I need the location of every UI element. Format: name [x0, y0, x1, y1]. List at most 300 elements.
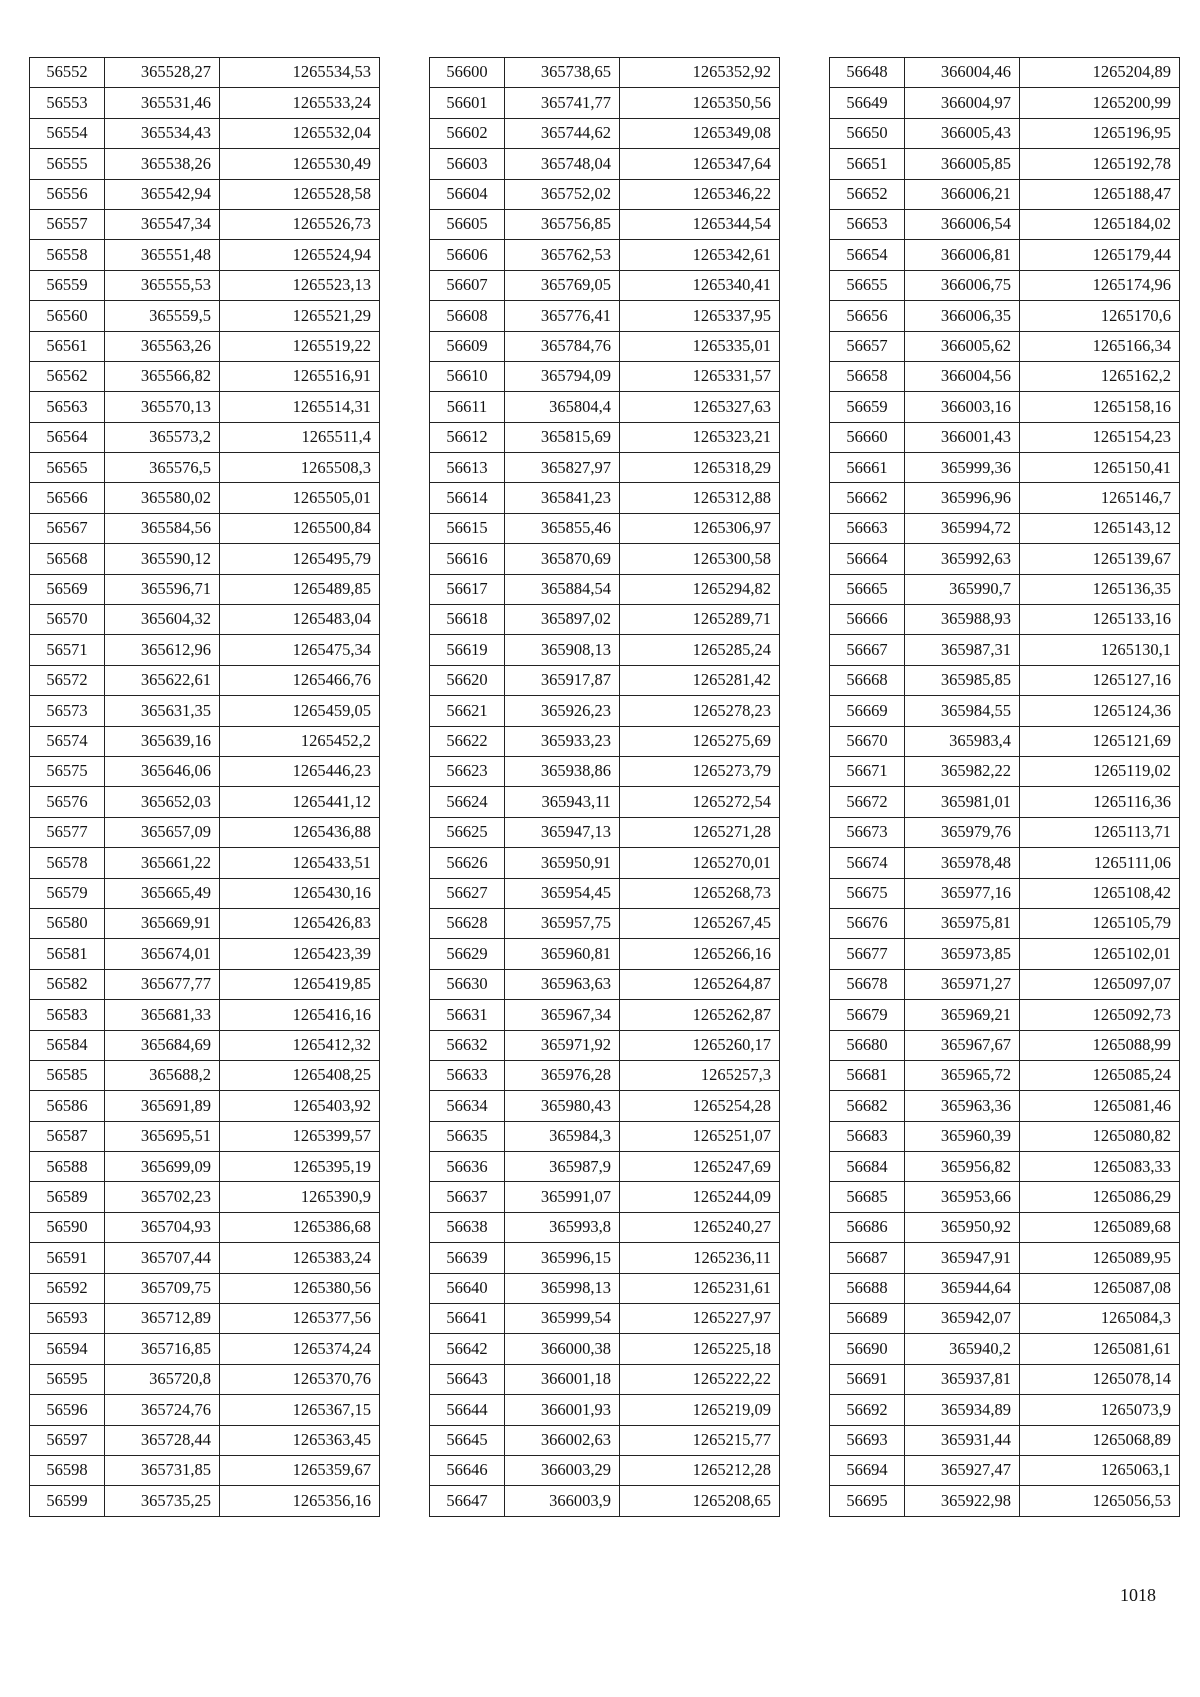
y-coordinate-cell: 1265331,57 — [620, 361, 780, 391]
x-coordinate-cell: 365994,72 — [905, 513, 1020, 543]
point-id-cell: 56595 — [30, 1364, 105, 1394]
table-row — [30, 817, 380, 847]
point-id-cell: 56568 — [30, 544, 105, 574]
point-id-cell: 56692 — [830, 1395, 905, 1425]
x-coordinate-cell: 365631,35 — [105, 696, 220, 726]
point-id-cell: 56617 — [430, 574, 505, 604]
table-row — [830, 1243, 1180, 1273]
x-coordinate-cell: 365724,76 — [105, 1395, 220, 1425]
x-coordinate-cell: 365738,65 — [505, 58, 620, 88]
table-row — [830, 756, 1180, 786]
x-coordinate-cell: 366006,81 — [905, 240, 1020, 270]
x-coordinate-cell: 365612,96 — [105, 635, 220, 665]
x-coordinate-cell: 365604,32 — [105, 605, 220, 635]
table-row — [430, 58, 780, 88]
table-row — [30, 1182, 380, 1212]
y-coordinate-cell: 1265530,49 — [220, 149, 380, 179]
x-coordinate-cell: 365728,44 — [105, 1425, 220, 1455]
x-coordinate-cell: 365944,64 — [905, 1273, 1020, 1303]
x-coordinate-cell: 365563,26 — [105, 331, 220, 361]
point-id-cell: 56628 — [430, 908, 505, 938]
x-coordinate-cell: 365570,13 — [105, 392, 220, 422]
point-id-cell: 56613 — [430, 453, 505, 483]
table-row — [830, 179, 1180, 209]
point-id-cell: 56621 — [430, 696, 505, 726]
y-coordinate-cell: 1265073,9 — [1020, 1395, 1180, 1425]
y-coordinate-cell: 1265271,28 — [620, 817, 780, 847]
point-id-cell: 56690 — [830, 1334, 905, 1364]
x-coordinate-cell: 365551,48 — [105, 240, 220, 270]
point-id-cell: 56604 — [430, 179, 505, 209]
x-coordinate-cell: 365784,76 — [505, 331, 620, 361]
x-coordinate-cell: 365827,97 — [505, 453, 620, 483]
y-coordinate-cell: 1265086,29 — [1020, 1182, 1180, 1212]
x-coordinate-cell: 365576,5 — [105, 453, 220, 483]
point-id-cell: 56672 — [830, 787, 905, 817]
point-id-cell: 56678 — [830, 969, 905, 999]
y-coordinate-cell: 1265281,42 — [620, 665, 780, 695]
y-coordinate-cell: 1265146,7 — [1020, 483, 1180, 513]
table-row — [830, 1425, 1180, 1455]
y-coordinate-cell: 1265300,58 — [620, 544, 780, 574]
point-id-cell: 56620 — [430, 665, 505, 695]
table-row — [30, 1212, 380, 1242]
point-id-cell: 56645 — [430, 1425, 505, 1455]
y-coordinate-cell: 1265466,76 — [220, 665, 380, 695]
x-coordinate-cell: 365584,56 — [105, 513, 220, 543]
y-coordinate-cell: 1265352,92 — [620, 58, 780, 88]
y-coordinate-cell: 1265294,82 — [620, 574, 780, 604]
point-id-cell: 56562 — [30, 361, 105, 391]
point-id-cell: 56644 — [430, 1395, 505, 1425]
point-id-cell: 56614 — [430, 483, 505, 513]
y-coordinate-cell: 1265433,51 — [220, 848, 380, 878]
x-coordinate-cell: 365990,7 — [905, 574, 1020, 604]
x-coordinate-cell: 365999,36 — [905, 453, 1020, 483]
point-id-cell: 56566 — [30, 483, 105, 513]
y-coordinate-cell: 1265359,67 — [220, 1455, 380, 1485]
x-coordinate-cell: 366005,43 — [905, 118, 1020, 148]
point-id-cell: 56610 — [430, 361, 505, 391]
x-coordinate-cell: 366006,75 — [905, 270, 1020, 300]
y-coordinate-cell: 1265519,22 — [220, 331, 380, 361]
table-row — [830, 1030, 1180, 1060]
y-coordinate-cell: 1265383,24 — [220, 1243, 380, 1273]
table-row — [830, 1455, 1180, 1485]
x-coordinate-cell: 365965,72 — [905, 1060, 1020, 1090]
y-coordinate-cell: 1265386,68 — [220, 1212, 380, 1242]
table-row — [30, 756, 380, 786]
table-row — [830, 544, 1180, 574]
y-coordinate-cell: 1265170,6 — [1020, 301, 1180, 331]
point-id-cell: 56652 — [830, 179, 905, 209]
y-coordinate-cell: 1265380,56 — [220, 1273, 380, 1303]
point-id-cell: 56686 — [830, 1212, 905, 1242]
x-coordinate-cell: 365897,02 — [505, 605, 620, 635]
y-coordinate-cell: 1265262,87 — [620, 1000, 780, 1030]
x-coordinate-cell: 365596,71 — [105, 574, 220, 604]
table-row — [430, 422, 780, 452]
x-coordinate-cell: 365982,22 — [905, 756, 1020, 786]
x-coordinate-cell: 365996,15 — [505, 1243, 620, 1273]
point-id-cell: 56646 — [430, 1455, 505, 1485]
point-id-cell: 56649 — [830, 88, 905, 118]
x-coordinate-cell: 365744,62 — [505, 118, 620, 148]
point-id-cell: 56677 — [830, 939, 905, 969]
table-row — [830, 422, 1180, 452]
point-id-cell: 56609 — [430, 331, 505, 361]
table-row — [30, 483, 380, 513]
y-coordinate-cell: 1265260,17 — [620, 1030, 780, 1060]
table-row — [430, 453, 780, 483]
y-coordinate-cell: 1265240,27 — [620, 1212, 780, 1242]
table-row — [830, 787, 1180, 817]
x-coordinate-cell: 366005,85 — [905, 149, 1020, 179]
table-row — [830, 1060, 1180, 1090]
point-id-cell: 56556 — [30, 179, 105, 209]
y-coordinate-cell: 1265459,05 — [220, 696, 380, 726]
point-id-cell: 56655 — [830, 270, 905, 300]
y-coordinate-cell: 1265403,92 — [220, 1091, 380, 1121]
x-coordinate-cell: 366006,21 — [905, 179, 1020, 209]
x-coordinate-cell: 365987,9 — [505, 1152, 620, 1182]
point-id-cell: 56643 — [430, 1364, 505, 1394]
x-coordinate-cell: 365709,75 — [105, 1273, 220, 1303]
point-id-cell: 56572 — [30, 665, 105, 695]
table-row — [830, 696, 1180, 726]
table-row — [30, 848, 380, 878]
y-coordinate-cell: 1265327,63 — [620, 392, 780, 422]
point-id-cell: 56630 — [430, 969, 505, 999]
y-coordinate-cell: 1265270,01 — [620, 848, 780, 878]
y-coordinate-cell: 1265408,25 — [220, 1060, 380, 1090]
point-id-cell: 56683 — [830, 1121, 905, 1151]
point-id-cell: 56659 — [830, 392, 905, 422]
point-id-cell: 56641 — [430, 1304, 505, 1334]
table-row — [830, 635, 1180, 665]
point-id-cell: 56569 — [30, 574, 105, 604]
table-row — [430, 179, 780, 209]
y-coordinate-cell: 1265225,18 — [620, 1334, 780, 1364]
table-row — [430, 696, 780, 726]
point-id-cell: 56590 — [30, 1212, 105, 1242]
x-coordinate-cell: 365984,55 — [905, 696, 1020, 726]
x-coordinate-cell: 365528,27 — [105, 58, 220, 88]
point-id-cell: 56619 — [430, 635, 505, 665]
y-coordinate-cell: 1265278,23 — [620, 696, 780, 726]
table-row — [30, 939, 380, 969]
x-coordinate-cell: 365652,03 — [105, 787, 220, 817]
point-id-cell: 56578 — [30, 848, 105, 878]
y-coordinate-cell: 1265523,13 — [220, 270, 380, 300]
table-row — [30, 908, 380, 938]
point-id-cell: 56602 — [430, 118, 505, 148]
point-id-cell: 56650 — [830, 118, 905, 148]
y-coordinate-cell: 1265188,47 — [1020, 179, 1180, 209]
point-id-cell: 56662 — [830, 483, 905, 513]
x-coordinate-cell: 365937,81 — [905, 1364, 1020, 1394]
x-coordinate-cell: 365665,49 — [105, 878, 220, 908]
x-coordinate-cell: 365973,85 — [905, 939, 1020, 969]
y-coordinate-cell: 1265111,06 — [1020, 848, 1180, 878]
x-coordinate-cell: 365559,5 — [105, 301, 220, 331]
point-id-cell: 56626 — [430, 848, 505, 878]
table-row — [830, 817, 1180, 847]
y-coordinate-cell: 1265208,65 — [620, 1486, 780, 1516]
point-id-cell: 56637 — [430, 1182, 505, 1212]
x-coordinate-cell: 365983,4 — [905, 726, 1020, 756]
point-id-cell: 56558 — [30, 240, 105, 270]
x-coordinate-cell: 365704,93 — [105, 1212, 220, 1242]
table-row — [30, 513, 380, 543]
point-id-cell: 56675 — [830, 878, 905, 908]
table-row — [30, 605, 380, 635]
x-coordinate-cell: 365938,86 — [505, 756, 620, 786]
y-coordinate-cell: 1265080,82 — [1020, 1121, 1180, 1151]
x-coordinate-cell: 366001,43 — [905, 422, 1020, 452]
table-row — [30, 179, 380, 209]
x-coordinate-cell: 365963,36 — [905, 1091, 1020, 1121]
table-row — [430, 1152, 780, 1182]
point-id-cell: 56674 — [830, 848, 905, 878]
y-coordinate-cell: 1265273,79 — [620, 756, 780, 786]
x-coordinate-cell: 365943,11 — [505, 787, 620, 817]
y-coordinate-cell: 1265121,69 — [1020, 726, 1180, 756]
table-row — [830, 574, 1180, 604]
x-coordinate-cell: 365977,16 — [905, 878, 1020, 908]
point-id-cell: 56565 — [30, 453, 105, 483]
x-coordinate-cell: 365661,22 — [105, 848, 220, 878]
point-id-cell: 56648 — [830, 58, 905, 88]
y-coordinate-cell: 1265244,09 — [620, 1182, 780, 1212]
point-id-cell: 56579 — [30, 878, 105, 908]
y-coordinate-cell: 1265430,16 — [220, 878, 380, 908]
x-coordinate-cell: 366003,29 — [505, 1455, 620, 1485]
point-id-cell: 56605 — [430, 209, 505, 239]
table-row — [430, 756, 780, 786]
y-coordinate-cell: 1265089,95 — [1020, 1243, 1180, 1273]
table-row — [430, 1060, 780, 1090]
y-coordinate-cell: 1265272,54 — [620, 787, 780, 817]
y-coordinate-cell: 1265500,84 — [220, 513, 380, 543]
point-id-cell: 56582 — [30, 969, 105, 999]
x-coordinate-cell: 365987,31 — [905, 635, 1020, 665]
y-coordinate-cell: 1265116,36 — [1020, 787, 1180, 817]
y-coordinate-cell: 1265204,89 — [1020, 58, 1180, 88]
table-row — [430, 1000, 780, 1030]
point-id-cell: 56622 — [430, 726, 505, 756]
x-coordinate-cell: 365815,69 — [505, 422, 620, 452]
x-coordinate-cell: 365884,54 — [505, 574, 620, 604]
table-row — [430, 726, 780, 756]
table-row — [430, 1334, 780, 1364]
point-id-cell: 56635 — [430, 1121, 505, 1151]
point-id-cell: 56661 — [830, 453, 905, 483]
table-row — [30, 726, 380, 756]
table-row — [830, 908, 1180, 938]
point-id-cell: 56664 — [830, 544, 905, 574]
point-id-cell: 56559 — [30, 270, 105, 300]
table-row — [430, 1425, 780, 1455]
y-coordinate-cell: 1265068,89 — [1020, 1425, 1180, 1455]
y-coordinate-cell: 1265215,77 — [620, 1425, 780, 1455]
x-coordinate-cell: 365933,23 — [505, 726, 620, 756]
table-row — [830, 1212, 1180, 1242]
y-coordinate-cell: 1265056,53 — [1020, 1486, 1180, 1516]
point-id-cell: 56603 — [430, 149, 505, 179]
point-id-cell: 56684 — [830, 1152, 905, 1182]
y-coordinate-cell: 1265092,73 — [1020, 1000, 1180, 1030]
x-coordinate-cell: 366003,16 — [905, 392, 1020, 422]
y-coordinate-cell: 1265452,2 — [220, 726, 380, 756]
table-row — [430, 301, 780, 331]
point-id-cell: 56654 — [830, 240, 905, 270]
point-id-cell: 56668 — [830, 665, 905, 695]
point-id-cell: 56639 — [430, 1243, 505, 1273]
point-id-cell: 56593 — [30, 1304, 105, 1334]
table-row — [830, 392, 1180, 422]
point-id-cell: 56600 — [430, 58, 505, 88]
point-id-cell: 56680 — [830, 1030, 905, 1060]
x-coordinate-cell: 365980,43 — [505, 1091, 620, 1121]
x-coordinate-cell: 365967,34 — [505, 1000, 620, 1030]
y-coordinate-cell: 1265088,99 — [1020, 1030, 1180, 1060]
x-coordinate-cell: 365580,02 — [105, 483, 220, 513]
table-row — [830, 1121, 1180, 1151]
point-id-cell: 56583 — [30, 1000, 105, 1030]
x-coordinate-cell: 365926,23 — [505, 696, 620, 726]
point-id-cell: 56632 — [430, 1030, 505, 1060]
x-coordinate-cell: 365922,98 — [905, 1486, 1020, 1516]
table-row — [430, 665, 780, 695]
table-row — [830, 1152, 1180, 1182]
table-row — [430, 1486, 780, 1516]
y-coordinate-cell: 1265511,4 — [220, 422, 380, 452]
table-row — [830, 1395, 1180, 1425]
x-coordinate-cell: 365917,87 — [505, 665, 620, 695]
point-id-cell: 56653 — [830, 209, 905, 239]
x-coordinate-cell: 365720,8 — [105, 1364, 220, 1394]
point-id-cell: 56656 — [830, 301, 905, 331]
x-coordinate-cell: 365991,07 — [505, 1182, 620, 1212]
table-row — [30, 1121, 380, 1151]
table-row — [430, 939, 780, 969]
y-coordinate-cell: 1265143,12 — [1020, 513, 1180, 543]
y-coordinate-cell: 1265257,3 — [620, 1060, 780, 1090]
y-coordinate-cell: 1265078,14 — [1020, 1364, 1180, 1394]
table-row — [430, 848, 780, 878]
point-id-cell: 56657 — [830, 331, 905, 361]
table-row — [830, 453, 1180, 483]
point-id-cell: 56663 — [830, 513, 905, 543]
x-coordinate-cell: 365677,77 — [105, 969, 220, 999]
point-id-cell: 56634 — [430, 1091, 505, 1121]
x-coordinate-cell: 365963,63 — [505, 969, 620, 999]
table-row — [830, 665, 1180, 695]
table-row — [30, 88, 380, 118]
table-row — [30, 1152, 380, 1182]
table-row — [30, 1425, 380, 1455]
x-coordinate-cell: 365590,12 — [105, 544, 220, 574]
point-id-cell: 56642 — [430, 1334, 505, 1364]
y-coordinate-cell: 1265514,31 — [220, 392, 380, 422]
table-row — [30, 1334, 380, 1364]
point-id-cell: 56616 — [430, 544, 505, 574]
table-row — [30, 696, 380, 726]
point-id-cell: 56555 — [30, 149, 105, 179]
table-row — [830, 1486, 1180, 1516]
y-coordinate-cell: 1265356,16 — [220, 1486, 380, 1516]
y-coordinate-cell: 1265219,09 — [620, 1395, 780, 1425]
point-id-cell: 56667 — [830, 635, 905, 665]
table-row — [430, 1304, 780, 1334]
point-id-cell: 56658 — [830, 361, 905, 391]
x-coordinate-cell: 366001,93 — [505, 1395, 620, 1425]
point-id-cell: 56665 — [830, 574, 905, 604]
x-coordinate-cell: 365716,85 — [105, 1334, 220, 1364]
x-coordinate-cell: 365978,48 — [905, 848, 1020, 878]
point-id-cell: 56638 — [430, 1212, 505, 1242]
point-id-cell: 56554 — [30, 118, 105, 148]
table-row — [30, 453, 380, 483]
x-coordinate-cell: 365960,81 — [505, 939, 620, 969]
y-coordinate-cell: 1265285,24 — [620, 635, 780, 665]
table-row — [430, 483, 780, 513]
x-coordinate-cell: 365752,02 — [505, 179, 620, 209]
y-coordinate-cell: 1265475,34 — [220, 635, 380, 665]
table-row — [830, 209, 1180, 239]
x-coordinate-cell: 365855,46 — [505, 513, 620, 543]
x-coordinate-cell: 365931,44 — [905, 1425, 1020, 1455]
y-coordinate-cell: 1265275,69 — [620, 726, 780, 756]
y-coordinate-cell: 1265212,28 — [620, 1455, 780, 1485]
x-coordinate-cell: 365960,39 — [905, 1121, 1020, 1151]
y-coordinate-cell: 1265124,36 — [1020, 696, 1180, 726]
y-coordinate-cell: 1265289,71 — [620, 605, 780, 635]
table-row — [830, 939, 1180, 969]
x-coordinate-cell: 365762,53 — [505, 240, 620, 270]
table-row — [430, 88, 780, 118]
point-id-cell: 56557 — [30, 209, 105, 239]
x-coordinate-cell: 365731,85 — [105, 1455, 220, 1485]
y-coordinate-cell: 1265081,46 — [1020, 1091, 1180, 1121]
table-row — [430, 787, 780, 817]
table-row — [430, 635, 780, 665]
y-coordinate-cell: 1265340,41 — [620, 270, 780, 300]
x-coordinate-cell: 365695,51 — [105, 1121, 220, 1151]
y-coordinate-cell: 1265318,29 — [620, 453, 780, 483]
y-coordinate-cell: 1265236,11 — [620, 1243, 780, 1273]
y-coordinate-cell: 1265390,9 — [220, 1182, 380, 1212]
x-coordinate-cell: 365748,04 — [505, 149, 620, 179]
table-row — [30, 1304, 380, 1334]
y-coordinate-cell: 1265136,35 — [1020, 574, 1180, 604]
y-coordinate-cell: 1265196,95 — [1020, 118, 1180, 148]
table-row — [30, 878, 380, 908]
point-id-cell: 56618 — [430, 605, 505, 635]
page-number: 1018 — [1120, 1585, 1156, 1605]
table-row — [430, 878, 780, 908]
point-id-cell: 56588 — [30, 1152, 105, 1182]
x-coordinate-cell: 366002,63 — [505, 1425, 620, 1455]
point-id-cell: 56607 — [430, 270, 505, 300]
x-coordinate-cell: 365699,09 — [105, 1152, 220, 1182]
table-row — [30, 969, 380, 999]
point-id-cell: 56624 — [430, 787, 505, 817]
y-coordinate-cell: 1265264,87 — [620, 969, 780, 999]
x-coordinate-cell: 365870,69 — [505, 544, 620, 574]
y-coordinate-cell: 1265089,68 — [1020, 1212, 1180, 1242]
